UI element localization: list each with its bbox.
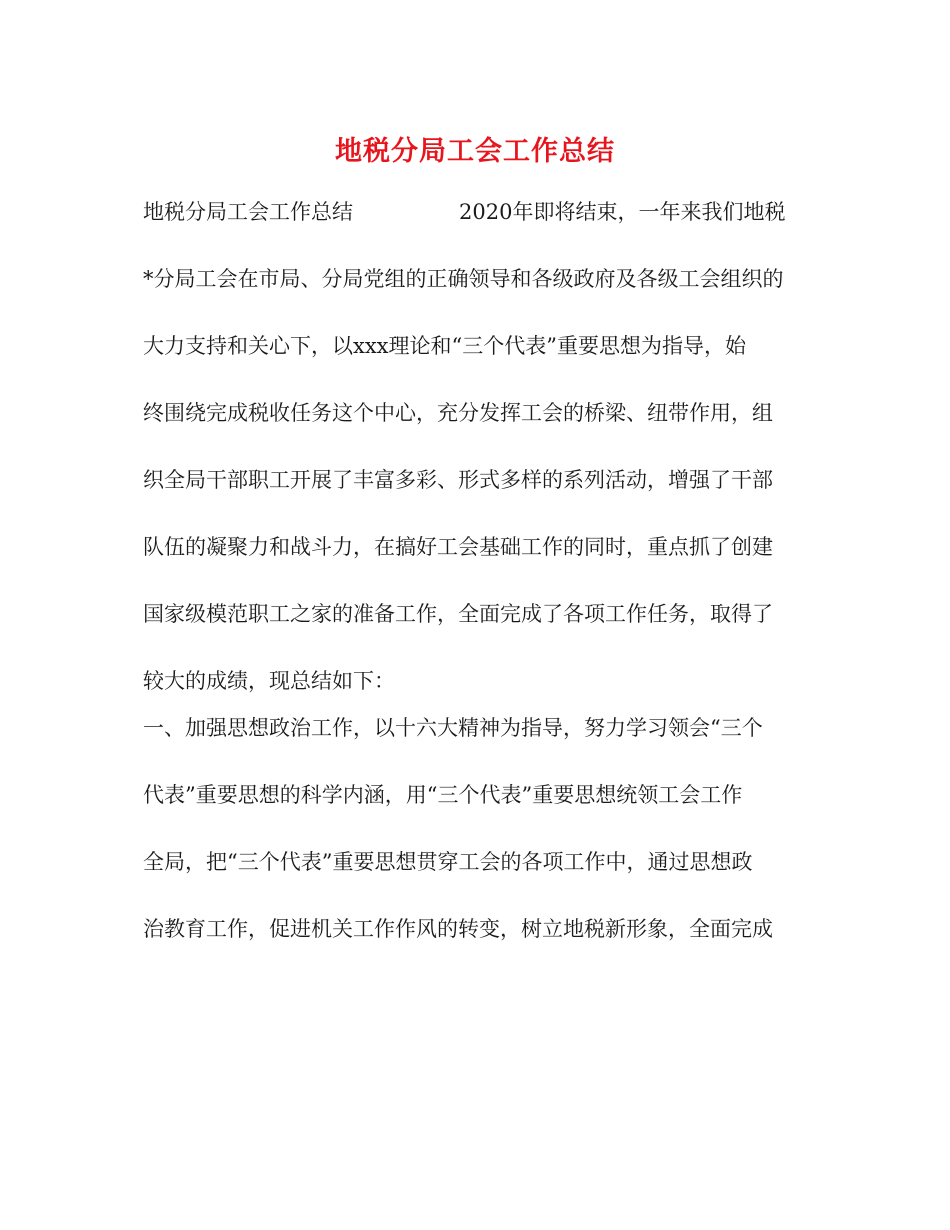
line-text: 2020年即将结束，一年来我们地税 <box>459 200 786 224</box>
paragraph-line-3: 大力支持和关心下，以xxx理论和“三个代表”重要思想为指导，始 <box>143 334 746 358</box>
document-title: 地税分局工会工作总结 <box>335 136 615 167</box>
paragraph-line-2: *分局工会在市局、分局党组的正确领导和各级政府及各级工会组织的 <box>143 267 784 291</box>
inline-heading: 地税分局工会工作总结 <box>143 200 353 224</box>
paragraph-line-9: 一、加强思想政治工作，以十六大精神为指导，努力学习领会“三个 <box>143 716 763 740</box>
paragraph-line-5: 织全局干部职工开展了丰富多彩、形式多样的系列活动，增强了干部 <box>143 468 773 492</box>
paragraph-line-4: 终围绕完成税收任务这个中心，充分发挥工会的桥梁、纽带作用，组 <box>143 401 773 425</box>
paragraph-line-8: 较大的成绩，现总结如下： <box>143 669 395 693</box>
paragraph-line-1 <box>143 196 823 228</box>
paragraph-line-12: 治教育工作，促进机关工作作风的转变，树立地税新形象，全面完成 <box>143 917 773 941</box>
paragraph-line-6: 队伍的凝聚力和战斗力，在搞好工会基础工作的同时，重点抓了创建 <box>143 535 773 559</box>
paragraph-line-10: 代表”重要思想的科学内涵，用“三个代表”重要思想统领工会工作 <box>143 783 743 807</box>
paragraph-line-7: 国家级模范职工之家的准备工作，全面完成了各项工作任务，取得了 <box>143 602 773 626</box>
paragraph-line-11: 全局，把“三个代表”重要思想贯穿工会的各项工作中，通过思想政 <box>143 850 753 874</box>
